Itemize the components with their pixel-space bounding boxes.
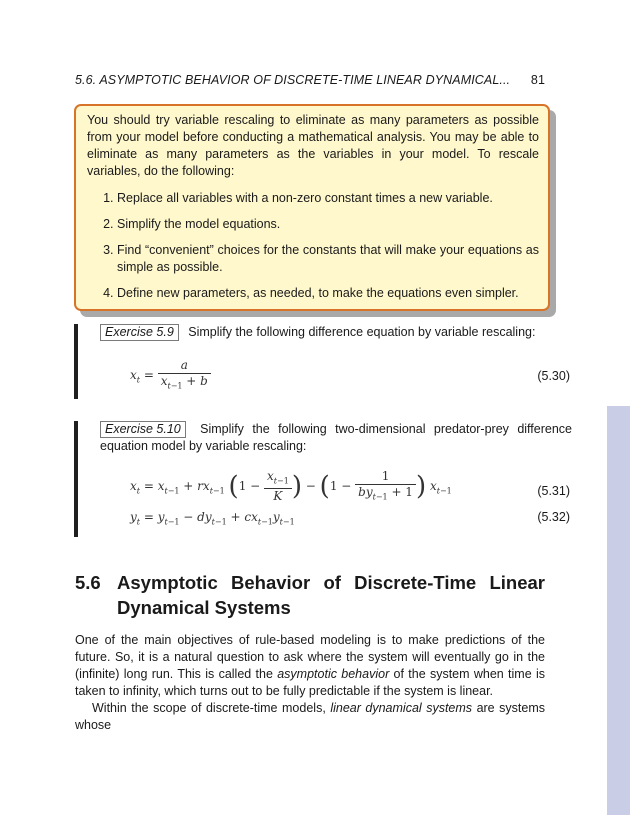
page-number: 81 (530, 73, 545, 87)
exercise-label: Exercise 5.10 (100, 421, 186, 438)
variable-rescaling-tip-box (74, 104, 550, 311)
emphasis: linear dynamical systems (330, 701, 473, 715)
exercise-text: Simplify the following two-dimensional predator-prey difference equation model by variable rescaling: (100, 422, 572, 453)
running-head-title: 5.6. ASYMPTOTIC BEHAVIOR OF DISCRETE-TIME LINEAR DYNAMICAL... (75, 73, 511, 87)
running-head (75, 73, 545, 87)
text-run: Within the scope of discrete-time models, (92, 701, 331, 715)
section-heading (75, 570, 545, 620)
exercise-5-9-statement (100, 324, 572, 341)
paragraph (75, 632, 545, 700)
exercise-5-9 (74, 324, 572, 399)
tip-step: 4. Define new parameters, as needed, to make the equations even simpler. (117, 285, 539, 302)
section-title: Asymptotic Behavior of Discrete-Time Linear Dynamical Systems (117, 572, 545, 618)
body-text (75, 632, 545, 734)
section-number: 5.6 (75, 572, 101, 593)
tip-intro: You should try variable rescaling to eliminate as many parameters as possible from your model before conducting a mathematical analysis. You may be able to eliminate as many parameters as the variables in your model. To rescale variables, do the following: (87, 113, 539, 178)
chapter-thumb-tab (607, 406, 630, 815)
text-run: of the system when time is taken to infinity, which turns out to be fully predictable if the system is linear. (75, 667, 545, 698)
tip-step: 1. Replace all variables with a non-zero constant times a new variable. (117, 190, 539, 207)
exercise-5-10 (74, 421, 572, 537)
equation-number: (5.31) (537, 484, 570, 498)
equation-formula: $x_t = x_{t-1} + rx_{t-1}$ (1 − $\frac{x_{t-1}}{K}$ ) − (1 − $\frac{1}{by_{t-1} + 1}$ ) $x_{t-1}$ (130, 469, 452, 504)
exercise-text: Simplify the following difference equation by variable rescaling: (188, 325, 536, 339)
exercise-label: Exercise 5.9 (100, 324, 179, 341)
paragraph (75, 700, 545, 734)
exercise-5-10-statement (100, 421, 572, 455)
tip-step: 3. Find “convenient” choices for the constants that will make your equations as simple as possible. (117, 242, 539, 276)
emphasis: asymptotic behavior (277, 667, 390, 681)
equation-number: (5.32) (537, 510, 570, 524)
text-run: One of the main objectives of rule-based modeling is to make predictions of the future. So, it is a natural question to ask where the system will eventually go in the (infinite) long run. This is called the (75, 633, 545, 681)
tip-steps-list (87, 190, 539, 302)
tip-step: 2. Simplify the model equations. (117, 216, 539, 233)
equation-formula: $y_t = y_{t-1} - dy_{t-1} + cx_{t-1}y_{t-1}$ (130, 510, 295, 527)
equation-formula: $x_t$ = $\frac{a}{x_{t-1} + b}$ (130, 358, 211, 393)
equation-number: (5.30) (537, 369, 570, 383)
text-run: are systems whose (75, 701, 545, 732)
